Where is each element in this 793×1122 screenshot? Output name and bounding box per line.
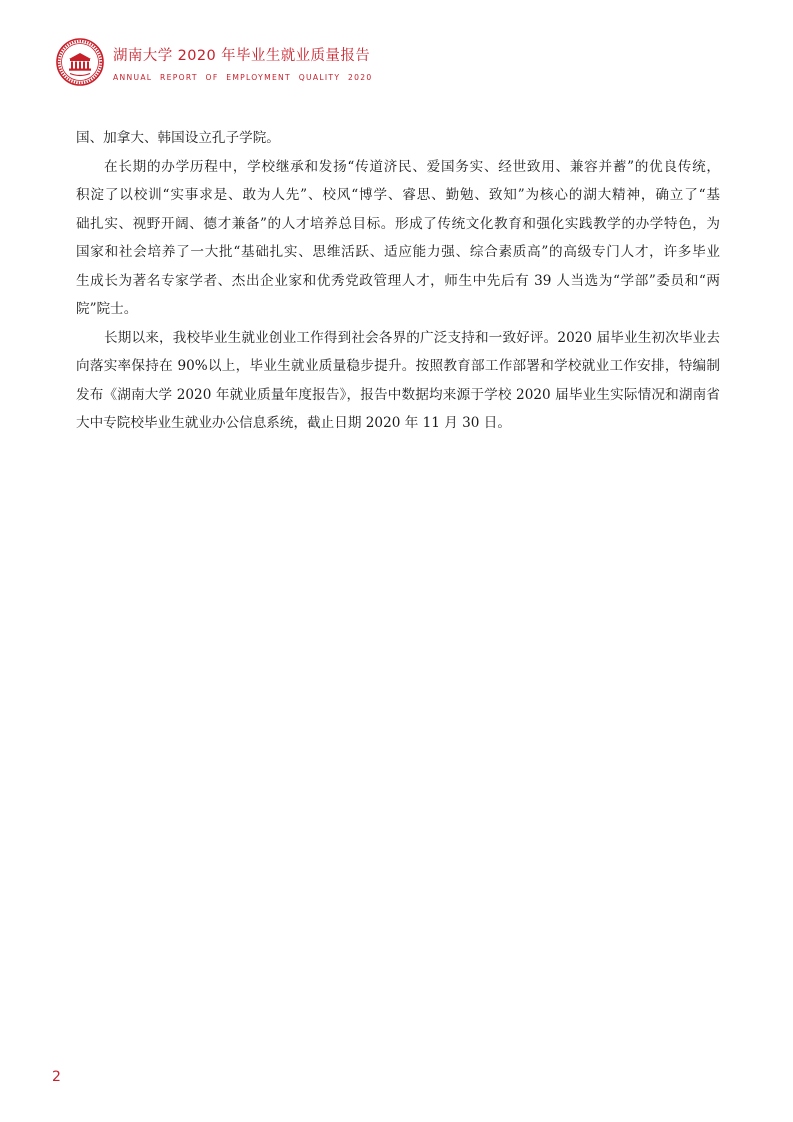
- text-line: 生成长为著名专家学者、杰出企业家和优秀党政管理人才，师生中先后有 39 人当选为“学部”委员和“两: [76, 272, 720, 289]
- page-header: [56, 38, 456, 90]
- text-line: 发布《湖南大学 2020 年就业质量年度报告》，报告中数据均来源于学校 2020 届毕业生实际情况和湖南省: [76, 386, 720, 403]
- text-line: 大中专院校毕业生就业办公信息系统，截止日期 2020 年 11 月 30 日。: [76, 415, 511, 431]
- report-subtitle: ANNUAL REPORT OF EMPLOYMENT QUALITY 2020: [113, 73, 373, 82]
- university-seal-icon: [56, 38, 104, 86]
- text-line: 国家和社会培养了一大批“基础扎实、思维活跃、适应能力强、综合素质高”的高级专门人才，许多毕业: [76, 244, 720, 260]
- text-line: 国、加拿大、韩国设立孔子学院。: [76, 130, 280, 146]
- text-line: 向落实率保持在 90%以上，毕业生就业质量稳步提升。按照教育部工作部署和学校就业工作安排，特编制: [76, 358, 720, 374]
- text-line: 积淀了以校训“实事求是、敢为人先”、校风“博学、睿思、勤勉、致知”为核心的湖大精神，确立了“基: [76, 187, 720, 203]
- paragraph: [76, 153, 720, 324]
- text-line: 院”院士。: [76, 301, 138, 317]
- paragraph: [76, 324, 720, 438]
- page-number: 2: [52, 1069, 61, 1085]
- text-line: 在长期的办学历程中，学校继承和发扬“传道济民、爱国务实、经世致用、兼容并蓄”的优良传统，: [104, 158, 720, 175]
- report-title: 湖南大学 2020 年毕业生就业质量报告: [113, 48, 371, 64]
- text-line: 长期以来，我校毕业生就业创业工作得到社会各界的广泛支持和一致好评。2020 届毕业生初次毕业去: [104, 329, 720, 346]
- body-text: [76, 124, 720, 438]
- text-line: 础扎实、视野开阔、德才兼备”的人才培养总目标。形成了传统文化教育和强化实践教学的办学特色，为: [76, 215, 720, 232]
- paragraph: [76, 124, 720, 153]
